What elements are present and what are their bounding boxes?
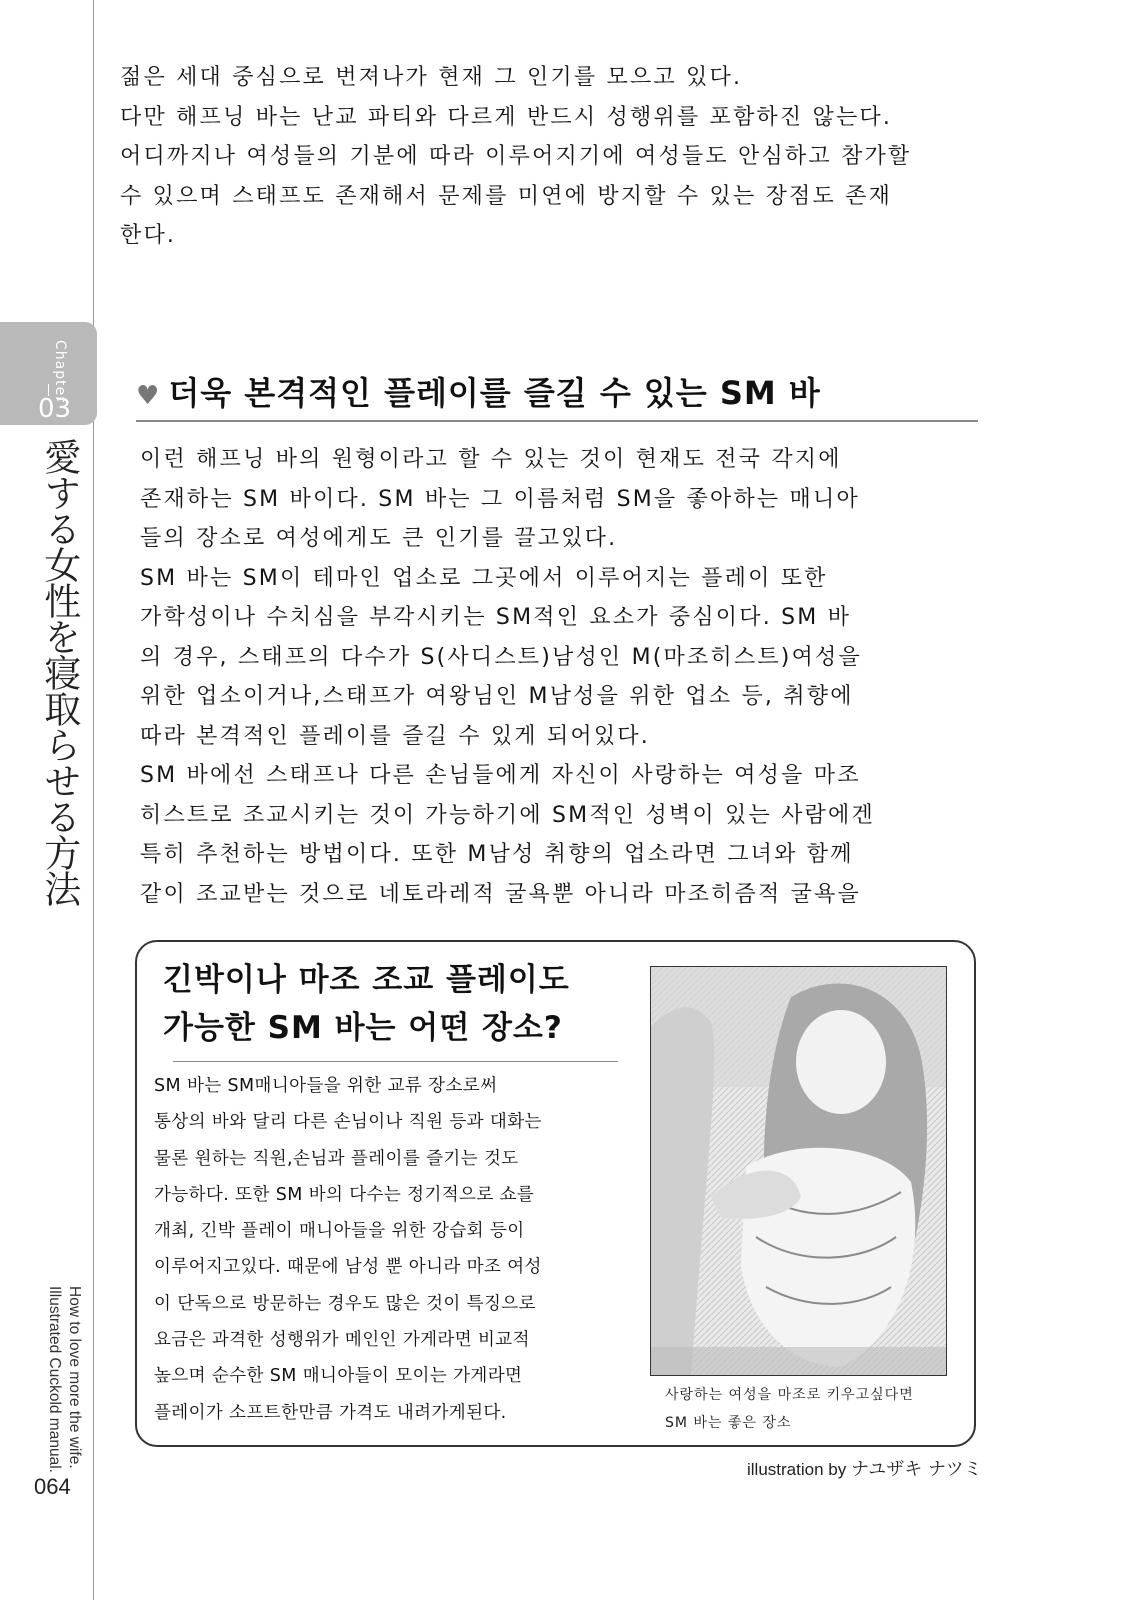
callout-divider xyxy=(173,1061,618,1062)
chapter-number: 03 xyxy=(38,394,72,424)
book-subtitle xyxy=(44,1286,84,1473)
text-line: 히스트로 조교시키는 것이 가능하기에 SM적인 성벽이 있는 사람에겐 xyxy=(140,802,875,828)
text-line: 젊은 세대 중심으로 번져나가 현재 그 인기를 모으고 있다. xyxy=(120,65,743,90)
text-line: 높으며 순수한 SM 매니아들이 모이는 가게라면 xyxy=(154,1366,523,1387)
credit-prefix: illustration by xyxy=(747,1460,851,1479)
text-line: SM 바에선 스태프나 다른 손님들에게 자신이 사랑하는 여성을 마조 xyxy=(140,763,861,788)
chapter-label: Chapter xyxy=(52,340,68,403)
caption-line: SM 바는 좋은 장소 xyxy=(665,1415,792,1431)
book-title: 愛する女性を寝取らせる方法 xyxy=(37,438,81,906)
text-line: 이 단독으로 방문하는 경우도 많은 것이 특징으로 xyxy=(154,1293,536,1314)
callout-body xyxy=(154,1068,634,1431)
text-line: 특히 추천하는 방법이다. 또한 M남성 취향의 업소라면 그녀와 함께 xyxy=(140,842,854,867)
callout-title xyxy=(163,956,570,1052)
text-line: 같이 조교받는 것으로 네토라레적 굴욕뿐 아니라 마조히즘적 굴욕을 xyxy=(140,881,862,907)
text-line: 어디까지나 여성들의 기분에 따라 이루어지기에 여성들도 안심하고 참가할 xyxy=(120,144,912,169)
text-line: 의 경우, 스태프의 다수가 S(사디스트)남성인 M(마조히스트)여성을 xyxy=(140,644,862,670)
callout-title-line: 가능한 SM 바는 어떤 장소? xyxy=(163,1010,563,1046)
section-heading-text: 더욱 본격적인 플레이를 즐길 수 있는 SM 바 xyxy=(168,374,821,412)
illustration-credit xyxy=(747,1455,982,1481)
text-line: 따라 본격적인 플레이를 즐길 수 있게 되어있다. xyxy=(140,723,650,749)
heart-icon: ♥ xyxy=(136,381,161,411)
text-line: 한다. xyxy=(120,223,177,248)
text-line: 물론 원하는 직원,손님과 플레이를 즐기는 것도 xyxy=(154,1148,519,1169)
credit-artist: ナユザキ ナツミ xyxy=(850,1459,982,1480)
text-line: 개최, 긴박 플레이 매니아들을 위한 강습회 등이 xyxy=(154,1221,525,1242)
margin-divider xyxy=(93,0,94,1600)
text-line: 존재하는 SM 바이다. SM 바는 그 이름처럼 SM을 좋아하는 매니아 xyxy=(140,486,860,512)
text-line: SM 바는 SM매니아들을 위한 교류 장소로써 xyxy=(154,1076,498,1096)
text-line: 이루어지고있다. 때문에 남성 뿐 아니라 마조 여성 xyxy=(154,1257,542,1278)
text-line: 요금은 과격한 성행위가 메인인 가게라면 비교적 xyxy=(154,1330,530,1351)
text-line: 다만 해프닝 바는 난교 파티와 다르게 반드시 성행위를 포함하진 않는다. xyxy=(120,104,893,130)
page-number: 064 xyxy=(34,1474,71,1499)
intro-paragraph xyxy=(120,58,1000,256)
text-line: 들의 장소로 여성에게도 큰 인기를 끌고있다. xyxy=(140,526,618,551)
text-line: 위한 업소이거나,스태프가 여왕님인 M남성을 위한 업소 등, 취향에 xyxy=(140,684,854,709)
caption-line: 사랑하는 여성을 마조로 키우고싶다면 xyxy=(665,1387,914,1403)
callout-title-line: 긴박이나 마조 조교 플레이도 xyxy=(163,962,570,998)
text-line: 플레이가 소프트한만큼 가격도 내려가게된다. xyxy=(154,1402,507,1423)
text-line: 통상의 바와 달리 다른 손님이나 직원 등과 대화는 xyxy=(154,1112,542,1133)
book-subtitle-line: Illustrated Cuckold manual. xyxy=(46,1286,63,1473)
section-body xyxy=(140,440,980,914)
section-heading xyxy=(136,368,821,414)
text-line: 수 있으며 스태프도 존재해서 문제를 미연에 방지할 수 있는 장점도 존재 xyxy=(120,183,893,209)
text-line: 가능하다. 또한 SM 바의 다수는 정기적으로 쇼를 xyxy=(154,1184,535,1205)
illustration-graphic xyxy=(651,967,947,1376)
book-subtitle-line: How to love more the wife. xyxy=(66,1286,83,1469)
illustration-caption xyxy=(665,1381,914,1437)
text-line: 가학성이나 수치심을 부각시키는 SM적인 요소가 중심이다. SM 바 xyxy=(140,605,852,630)
heading-underline xyxy=(136,420,978,422)
text-line: SM 바는 SM이 테마인 업소로 그곳에서 이루어지는 플레이 또한 xyxy=(140,565,828,591)
text-line: 이런 해프닝 바의 원형이라고 할 수 있는 것이 현재도 전국 각지에 xyxy=(140,447,842,472)
illustration xyxy=(650,966,947,1376)
